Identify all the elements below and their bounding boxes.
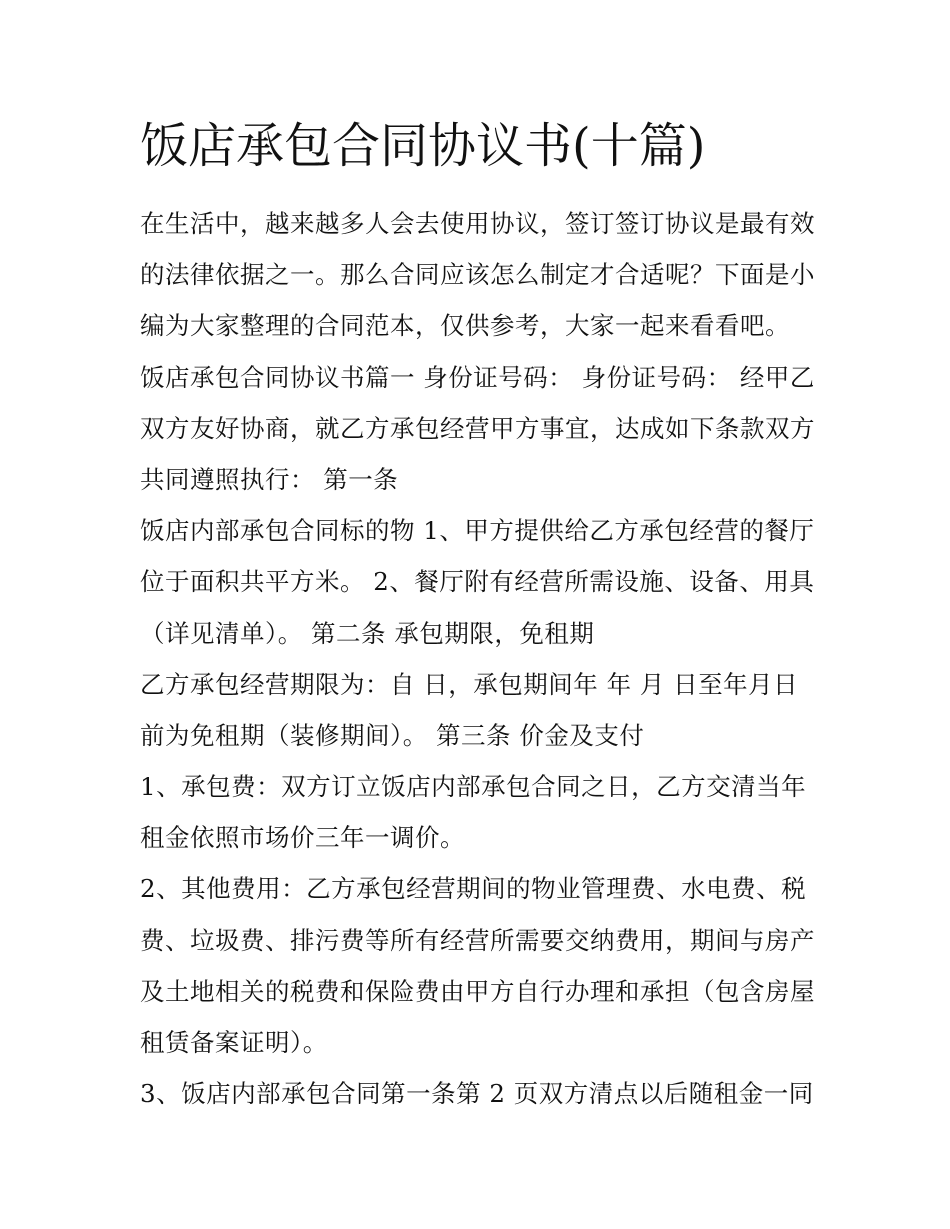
body-line: 的法律依据之一。那么合同应该怎么制定才合适呢？下面是小 (140, 260, 815, 290)
document-body (140, 198, 820, 1119)
body-line: 编为大家整理的合同范本，仅供参考，大家一起来看看吧。 (140, 311, 790, 341)
body-line: 费、垃圾费、排污费等所有经营所需要交纳费用，期间与房产 (140, 925, 815, 955)
body-line: 乙方承包经营期限为：自 日，承包期间年 年 月 日至年月日 (140, 669, 799, 699)
body-line: 租金依照市场价三年一调价。 (140, 823, 465, 853)
body-line: 双方友好协商，就乙方承包经营甲方事宜，达成如下条款双方 (140, 413, 815, 443)
body-line: 及土地相关的税费和保险费由甲方自行办理和承担（包含房屋 (140, 976, 815, 1006)
body-line: 1、承包费：双方订立饭店内部承包合同之日，乙方交清当年 (140, 772, 807, 802)
body-line: 租赁备案证明）。 (140, 1028, 328, 1057)
body-line: 共同遵照执行： 第一条 (140, 464, 399, 494)
body-line: 在生活中，越来越多人会去使用协议，签订签订协议是最有效 (140, 209, 815, 238)
body-line: 前为免租期（装修期间）。 第三条 价金及支付 (140, 720, 645, 750)
body-line: 3、饭店内部承包合同第一条第 2 页双方清点以后随租金一同 (140, 1079, 814, 1109)
body-line: 饭店承包合同协议书篇一 身份证号码： 身份证号码： 经甲乙 (140, 362, 815, 392)
body-line: 位于面积共平方米。 2、餐厅附有经营所需设施、设备、用具 (140, 567, 815, 597)
document-title: 饭店承包合同协议书(十篇) (140, 118, 706, 174)
body-line: （详见清单）。 第二条 承包期限，免租期 (140, 618, 595, 648)
body-line: 饭店内部承包合同标的物 1、甲方提供给乙方承包经营的餐厅 (140, 516, 815, 546)
body-line: 2、其他费用：乙方承包经营期间的物业管理费、水电费、税 (140, 874, 807, 904)
